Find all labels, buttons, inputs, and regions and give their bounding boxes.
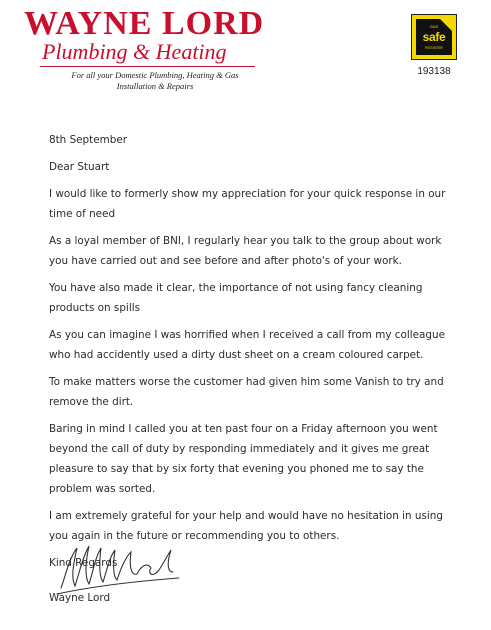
registration-number: 193138 [417,66,451,77]
signatory-name: Wayne Lord [49,592,111,604]
gas-safe-bottom-text: REGISTER [425,46,443,50]
signature-stroke [61,546,173,588]
letter-paragraph: As you can imagine I was horrified when I received a call from my colleague who had accidently used a dirty dust sheet on a cream coloured carpet. [49,329,445,361]
tagline-line-1: For all your Domestic Plumbing, Heating & Gas [71,70,239,80]
letter-body [49,130,459,580]
letter-salutation: Dear Stuart [49,161,110,173]
letter-paragraph: As a loyal member of BNI, I regularly hear you talk to the group about work you have carried out and see before and after photo's of your work. [49,235,442,267]
letter-paragraph: Baring in mind I called you at ten past four on a Friday afternoon you went beyond the call of duty by responding immediately and it gives me great pleasure to say that by six forty that evening you phoned me to say the problem was sorted. [49,423,438,495]
letter-closing: Kind Regards [49,557,118,569]
company-subtitle: Plumbing & Heating [42,39,227,64]
company-name: WAYNE LORD [24,5,265,42]
letter-paragraph: I am extremely grateful for your help and would have no hesitation in using you again in the future or recommending you to others. [49,510,443,542]
tagline-line-2: Installation & Repairs [116,81,194,91]
gas-safe-top-text: GAS [429,24,439,29]
gas-safe-badge [411,14,457,60]
gas-safe-corner-icon [440,19,452,31]
gas-safe-badge-inner [416,19,452,55]
letterhead-rule [40,66,255,67]
letterhead [0,0,491,100]
letter-date: 8th September [49,134,128,146]
gas-safe-word: safe [422,30,446,44]
company-tagline [40,70,270,92]
handwritten-signature [55,538,185,598]
signature-area [49,528,249,618]
letter-paragraph: I would like to formerly show my appreciation for your quick response in our time of need [49,188,446,220]
letter-paragraph: To make matters worse the customer had given him some Vanish to try and remove the dirt. [49,376,444,408]
letter-paragraph: You have also made it clear, the importance of not using fancy cleaning products on spills [49,282,423,314]
